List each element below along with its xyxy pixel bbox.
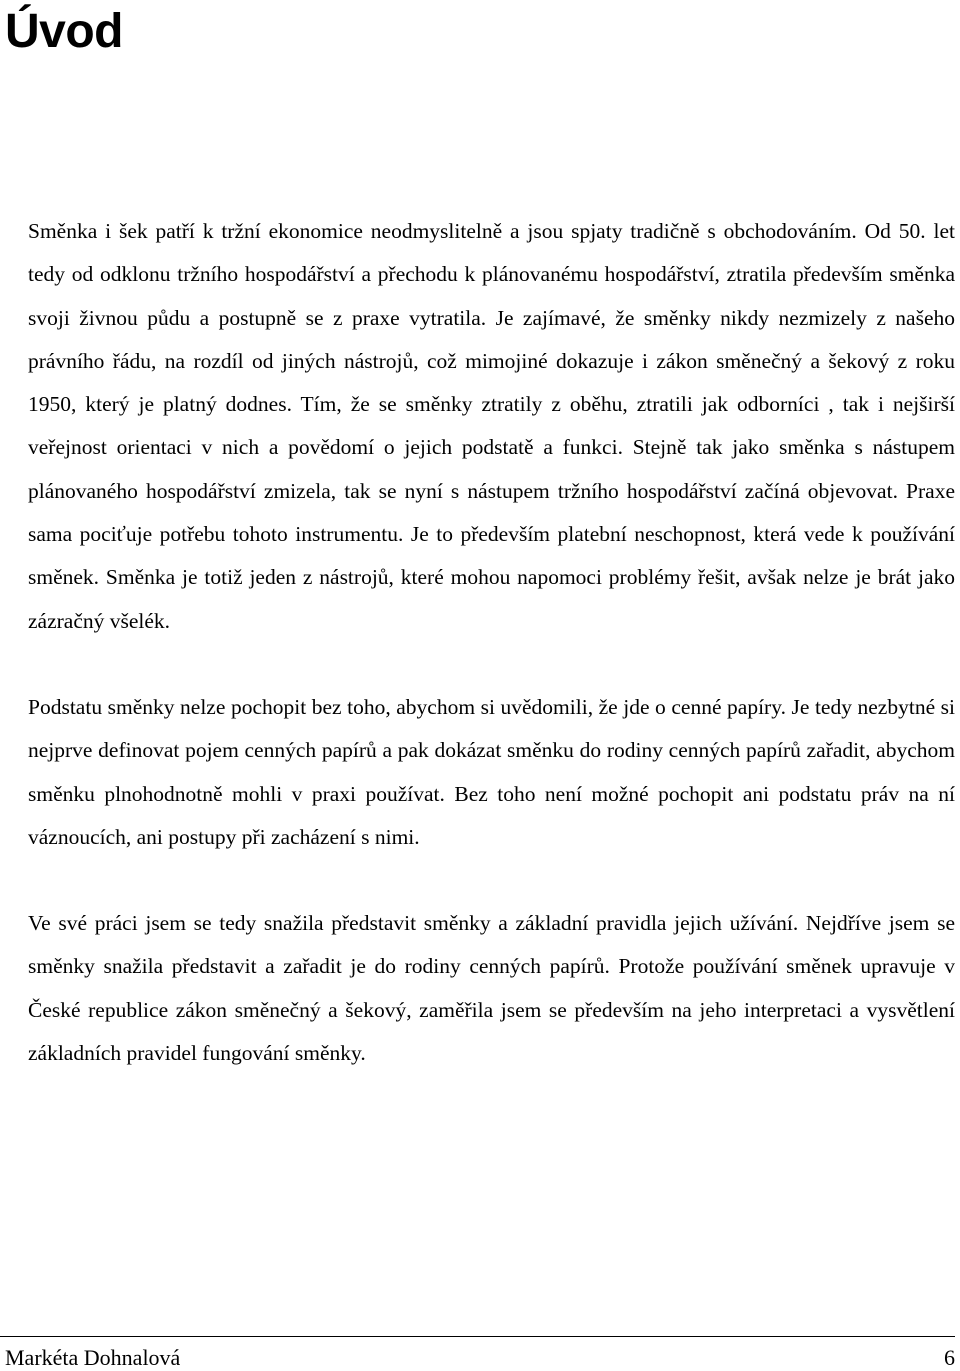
page-title: Úvod — [5, 5, 123, 58]
page-footer — [0, 1340, 955, 1370]
paragraph-2: Podstatu směnky nelze pochopit bez toho, abychom si uvědomili, že jde o cenné papíry. Je tedy nezbytné si nejprve definovat pojem cenných papírů a pak dokázat směnku do rodiny cenných papírů zařadit, abychom směnku plnohodnotně mohli v praxi používat. Bez toho není možné pochopit ani podstatu práv na ní váznoucích, ani postupy při zacházení s nimi. — [28, 694, 955, 849]
page-number: 6 — [944, 1345, 955, 1370]
body-text — [28, 210, 955, 1075]
paragraph-3: Ve své práci jsem se tedy snažila představit směnky a základní pravidla jejich užívání. Nejdříve jsem se směnky snažila představit a zařadit je do rodiny cenných papírů. Protože používání směnek upravuje v České republice zákon směnečný a šekový, zaměřila jsem se především na jeho interpretaci a vysvětlení základních pravidel fungování směnky. — [28, 911, 955, 1066]
footer-rule — [0, 1336, 955, 1337]
footer-author: Markéta Dohnalová — [5, 1345, 181, 1370]
paragraph-1: Směnka i šek patří k tržní ekonomice neodmyslitelně a jsou spjaty tradičně s obchodováním. Od 50. let tedy od odklonu tržního hospodářství a přechodu k plánovanému hospodářství, ztratila především směnka svoji živnou půdu a postupně se z praxe vytratila. Je zajímavé, že směnky nikdy nezmizely z našeho právního řádu, na rozdíl od jiných nástrojů, což mimojiné dokazuje i zákon směnečný a šekový z roku 1950, který je platný dodnes. Tím, že se směnky ztratily z oběhu, ztratili jak odborníci , tak i nejširší veřejnost orientaci v nich a povědomí o jejich podstatě a funkci. Stejně tak jako směnka s nástupem plánovaného hospodářství zmizela, tak se nyní s nástupem tržního hospodářství začíná objevovat. Praxe sama pociťuje potřebu tohoto instrumentu. Je to především platební neschopnost, která vede k používání směnek. Směnka je totiž jeden z nástrojů, které mohou napomoci problémy řešit, avšak nelze je brát jako zázračný všelék. — [28, 219, 955, 633]
